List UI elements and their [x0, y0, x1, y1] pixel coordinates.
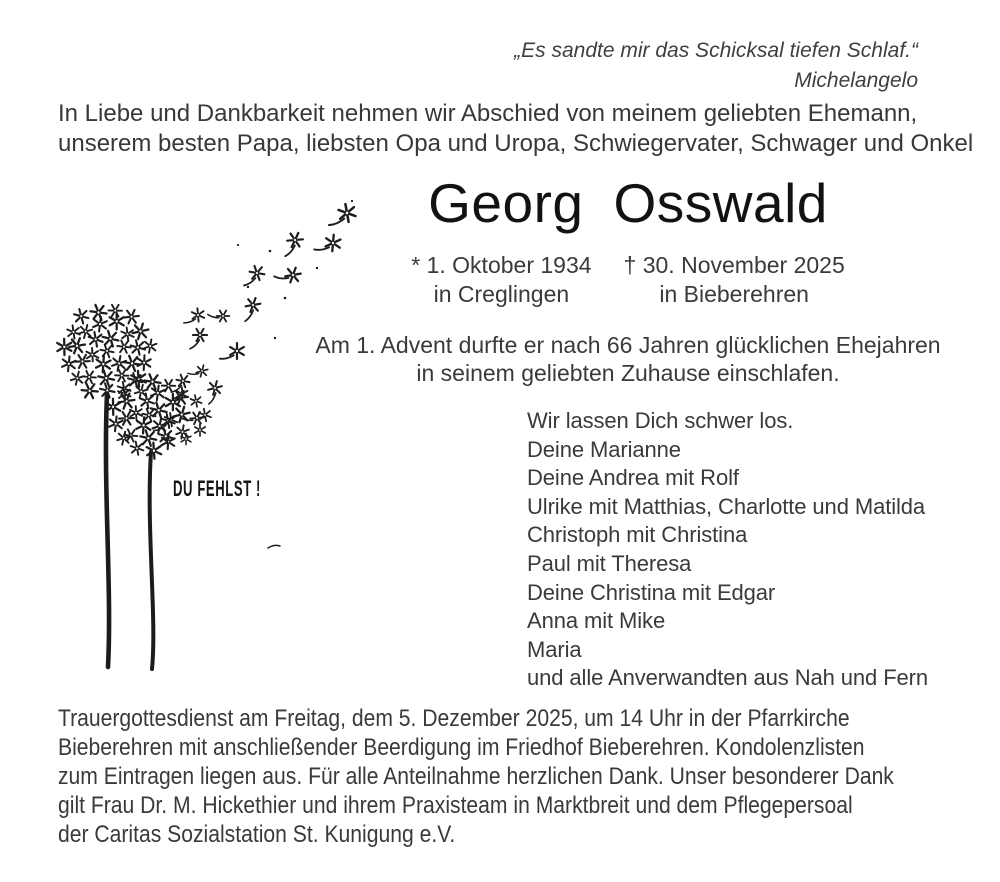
intro-line: unserem besten Papa, liebsten Opa und Uropa, Schwiegervater, Schwager und Onkel [58, 129, 974, 157]
mourners-line: Maria [527, 636, 582, 662]
flying-seeds [154, 202, 357, 434]
death-date: † 30. November 2025 [623, 252, 845, 278]
mourners-line: Deine Christina mit Edgar [527, 579, 776, 605]
mourners-line: Deine Marianne [527, 436, 681, 462]
birth-info [411, 251, 591, 308]
deceased-name [258, 172, 998, 235]
passing-line: in seinem geliebten Zuhause einschlafen. [416, 359, 840, 386]
notice-line: Trauergottesdienst am Freitag, dem 5. Dezember 2025, um 14 Uhr in der Pfarrkirche [58, 705, 850, 732]
notice-line: der Caritas Sozialstation St. Kunigung e.V. [58, 821, 456, 848]
notice-line: zum Eintragen liegen aus. Für alle Anteilnahme herzlichen Dank. Unser besonderer Dank [58, 763, 894, 790]
intro-line: In Liebe und Dankbarkeit nehmen wir Abschied von meinem geliebten Ehemann, [58, 100, 918, 127]
funeral-notice [58, 704, 894, 849]
dandelion-stem-right [150, 452, 154, 669]
quote-attribution: Michelangelo [794, 69, 918, 92]
dandelion-head-small [103, 370, 192, 461]
life-dates [258, 251, 998, 308]
stray-mark [268, 545, 280, 548]
deceased-last-name: Osswald [613, 172, 828, 234]
passing-line: Am 1. Advent durfte er nach 66 Jahren glücklichen Ehejahren [315, 332, 941, 358]
birth-date: * 1. Oktober 1934 [411, 252, 592, 278]
mourners-line: Anna mit Mike [527, 608, 666, 634]
death-place: in Bieberehren [659, 280, 809, 307]
mourners-line: Christoph mit Christina [527, 522, 748, 548]
passing-text [258, 332, 998, 387]
birth-place: in Creglingen [433, 280, 570, 307]
deceased-first-name: Georg [428, 172, 584, 234]
quote-text: „Es sandte mir das Schicksal tiefen Schlaf.“ [514, 39, 918, 62]
mourners-line: Deine Andrea mit Rolf [527, 465, 739, 491]
mourners-line: und alle Anverwandten aus Nah und Fern [527, 665, 929, 691]
notice-line: Bieberehren mit anschließender Beerdigung im Friedhof Bieberehren. Kondolenzlisten [58, 734, 865, 761]
mourners-line: Wir lassen Dich schwer los. [527, 408, 794, 433]
notice-line: gilt Frau Dr. M. Hickethier und ihrem Praxisteam in Marktbreit und dem Pflegepersoal [58, 792, 853, 819]
du-fehlst-caption: DU FEHLST ! [173, 476, 261, 501]
intro-text [58, 99, 973, 158]
mourners-list [527, 407, 928, 693]
dandelion-stem-left [106, 394, 109, 667]
quote-block [514, 36, 918, 96]
mourners-line: Paul mit Theresa [527, 550, 692, 576]
death-info [624, 251, 845, 308]
mourners-line: Ulrike mit Matthias, Charlotte und Matilda [527, 493, 926, 519]
